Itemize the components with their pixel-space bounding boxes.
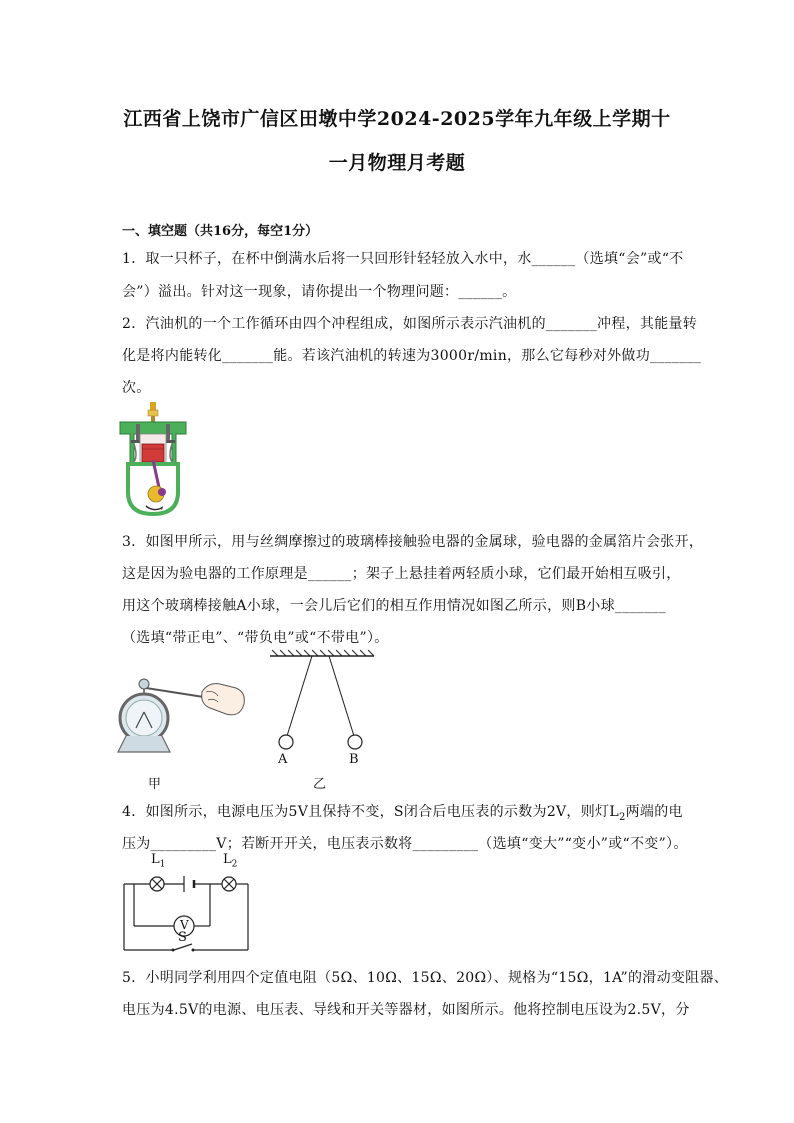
ball-label-b: B xyxy=(349,752,359,767)
lamp-l1-sub: 1 xyxy=(159,859,166,870)
section-heading-fill-blank: 一、填空题（共16分，每空1分） xyxy=(122,224,319,239)
lamp-l2-letter: L xyxy=(223,852,232,867)
lamp-l1-letter: L xyxy=(151,852,160,867)
lamp-l1-label xyxy=(151,852,165,870)
q4-line-1 xyxy=(122,801,683,823)
pendulum-balls-figure xyxy=(266,648,378,748)
q4-line-1-sub: 2 xyxy=(618,811,626,823)
engine-stroke-figure xyxy=(118,400,188,518)
q2-line-1: 2．汽油机的一个工作循环由四个冲程组成，如图所示表示汽油机的_______冲程，其能量转 xyxy=(122,316,698,332)
doc-title-line-2: 一月物理月考题 xyxy=(328,152,466,174)
q1-line-1: 1．取一只杯子，在杯中倒满水后将一只回形针轻轻放入水中，水______（选填“会”或“不 xyxy=(122,251,684,267)
doc-title-line-1: 江西省上饶市广信区田墩中学2024-2025学年九年级上学期十 xyxy=(123,108,671,130)
q3-line-2: 这是因为验电器的工作原理是______；架子上悬挂着两轻质小球，它们最开始相互吸引， xyxy=(122,566,681,582)
lamp-l2-label xyxy=(223,852,237,870)
q1-line-2: 会”）溢出。针对这一现象，请你提出一个物理问题：______。 xyxy=(122,284,517,300)
q3-line-4: （选填“带正电”、“带负电”或“不带电”）。 xyxy=(122,630,389,646)
q4-line-2: 压为_________V；若断开开关，电压表示数将_________（选填“变大”“变小”或“不变”）。 xyxy=(122,836,688,852)
q2-line-2: 化是将内能转化_______能。若该汽油机的转速为3000r/min，那么它每秒对外做功_______ xyxy=(122,348,702,364)
ball-label-a: A xyxy=(278,752,288,767)
electroscope-figure xyxy=(110,662,250,758)
switch-label: S xyxy=(178,930,187,945)
q5-line-1: 5．小明同学利用四个定值电阻（5Ω、10Ω、15Ω、20Ω）、规格为“15Ω，1A”的滑动变阻器、 xyxy=(122,970,729,986)
figure-label-jia: 甲 xyxy=(148,777,162,792)
lamp-l2-sub: 2 xyxy=(231,859,238,870)
q3-line-3: 用这个玻璃棒接触A小球，一会儿后它们的相互作用情况如图乙所示，则B小球_______ xyxy=(122,598,666,614)
q4-line-1-post: 两端的电 xyxy=(625,804,683,820)
q2-line-3: 次。 xyxy=(122,380,151,396)
figure-label-yi: 乙 xyxy=(313,777,327,792)
voltmeter-label: V xyxy=(180,918,189,932)
q4-line-1-pre: 4．如图所示，电源电压为5V且保持不变，S闭合后电压表的示数为2V，则灯L xyxy=(122,804,619,820)
q3-line-1: 3．如图甲所示，用与丝绸摩擦过的玻璃棒接触验电器的金属球，验电器的金属箔片会张开， xyxy=(122,534,704,550)
q5-line-2: 电压为4.5V的电源、电压表、导线和开关等器材，如图所示。他将控制电压设为2.5V，分 xyxy=(122,1002,690,1018)
